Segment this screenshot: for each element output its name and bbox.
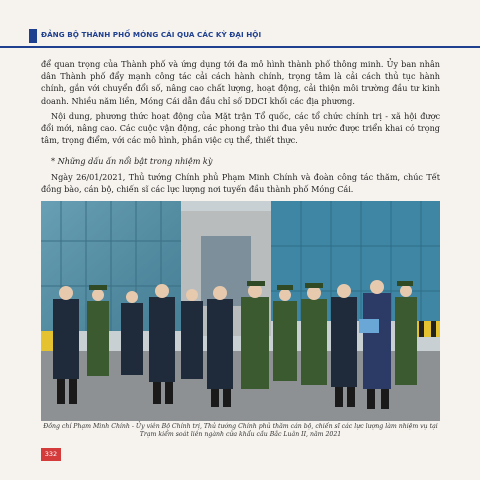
page-header: [0, 0, 480, 48]
paragraph-1: [41, 58, 440, 107]
event-photo: [41, 201, 440, 421]
paragraph-2: [41, 110, 440, 147]
paragraph-1-text: để quan trọng của Thành phố và ứng dụng tới đa mô hình thành phố thông minh. Ủy ban nhân dân Thành phố đẩy mạnh công tác cải cách hành chính, trọng tâm là cải cách thủ tục hành chính, gắn với chuyển đổi số, nâng cao chất lượng, hoạt động, cải thiện môi trường đầu tư kinh doanh. Nhiều năm liền, Móng Cái dẫn đầu chỉ số DDCI khối các địa phương.: [41, 59, 440, 106]
page-number: 332: [41, 448, 61, 461]
section-heading: [41, 155, 440, 167]
paragraph-3: [41, 171, 440, 195]
section-heading-text: * Những dấu ấn nổi bật trong nhiệm kỳ: [51, 156, 213, 166]
photo-caption: Đồng chí Phạm Minh Chính - Ủy viên Bộ Chính trị, Thủ tướng Chính phủ thăm cán bộ, chiến sĩ các lực lượng làm nhiệm vụ tại Trạm kiểm soát liên ngành cửa khẩu cầu Bắc Luân II, năm 2021: [43, 423, 438, 438]
paragraph-3-text: Ngày 26/01/2021, Thủ tướng Chính phủ Phạm Minh Chính và đoàn công tác thăm, chúc Tết đồng bào, cán bộ, chiến sĩ các lực lượng nơi tuyến đầu thành phố Móng Cái.: [41, 172, 440, 195]
photo-illustration: [41, 201, 440, 421]
paragraph-2-text: Nội dung, phương thức hoạt động của Mặt trận Tổ quốc, các tổ chức chính trị - xã hội được đổi mới, nâng cao. Các cuộc vận động, các phong trào thi đua yêu nước được triển khai có trọng tâm, trọng điểm, với các mô hình, phần việc cụ thể, thiết thực.: [41, 111, 440, 146]
header-accent-bar: [29, 29, 37, 43]
header-title: ĐẢNG BỘ THÀNH PHỐ MÓNG CÁI QUA CÁC KỲ ĐẠI HỘI: [41, 30, 262, 39]
